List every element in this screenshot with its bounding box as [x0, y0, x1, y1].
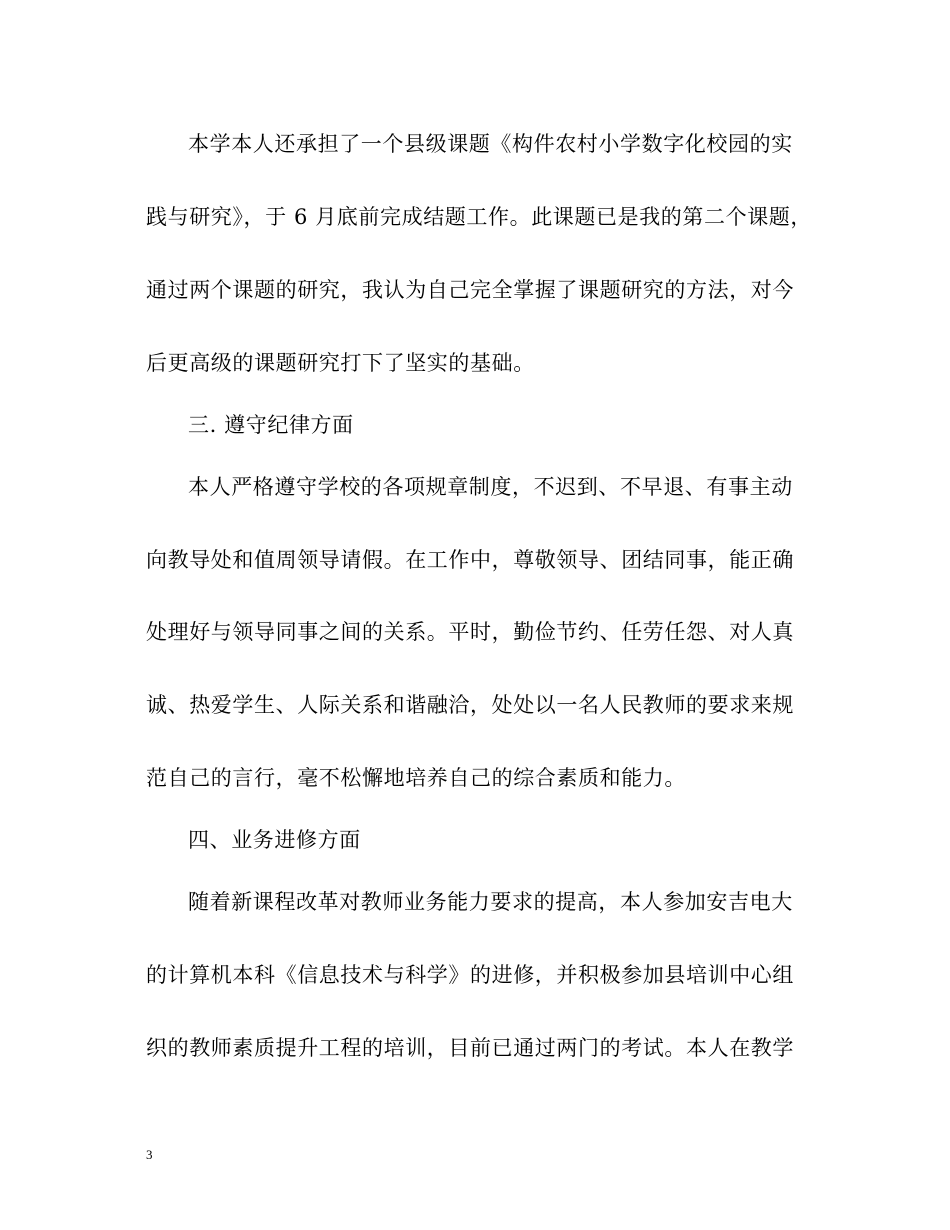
- text-line: 本人严格遵守学校的各项规章制度，不迟到、不早退、有事主动: [188, 475, 793, 499]
- text-line: 范自己的言行，毫不松懈地培养自己的综合素质和能力。: [146, 766, 686, 790]
- text-line: 后更高级的课题研究打下了坚实的基础。: [146, 351, 535, 375]
- section-heading: 四、业务进修方面: [188, 828, 361, 852]
- text-line: 诚、热爱学生、人际关系和谐融洽，处处以一名人民教师的要求来规: [146, 693, 794, 717]
- text-line: 通过两个课题的研究，我认为自己完全掌握了课题研究的方法，对今: [146, 278, 794, 302]
- text-line: 本学本人还承担了一个县级课题《构件农村小学数字化校园的实: [188, 132, 793, 156]
- text-line: 的计算机本科《信息技术与科学》的进修，并积极参加县培训中心组: [146, 963, 794, 987]
- text-line: 随着新课程改革对教师业务能力要求的提高，本人参加安吉电大: [188, 890, 793, 914]
- page-number: 3: [146, 1147, 153, 1162]
- text-line: 织的教师素质提升工程的培训，目前已通过两门的考试。本人在教学: [146, 1036, 794, 1060]
- section-heading: 三. 遵守纪律方面: [188, 413, 354, 437]
- text-line: 向教导处和值周领导请假。在工作中，尊敬领导、团结同事，能正确: [146, 548, 794, 572]
- text-line: 处理好与领导同事之间的关系。平时，勤俭节约、任劳任怨、对人真: [146, 620, 794, 644]
- text-line: 践与研究》，于 6 月底前完成结题工作。此课题已是我的第二个课题，: [146, 205, 813, 229]
